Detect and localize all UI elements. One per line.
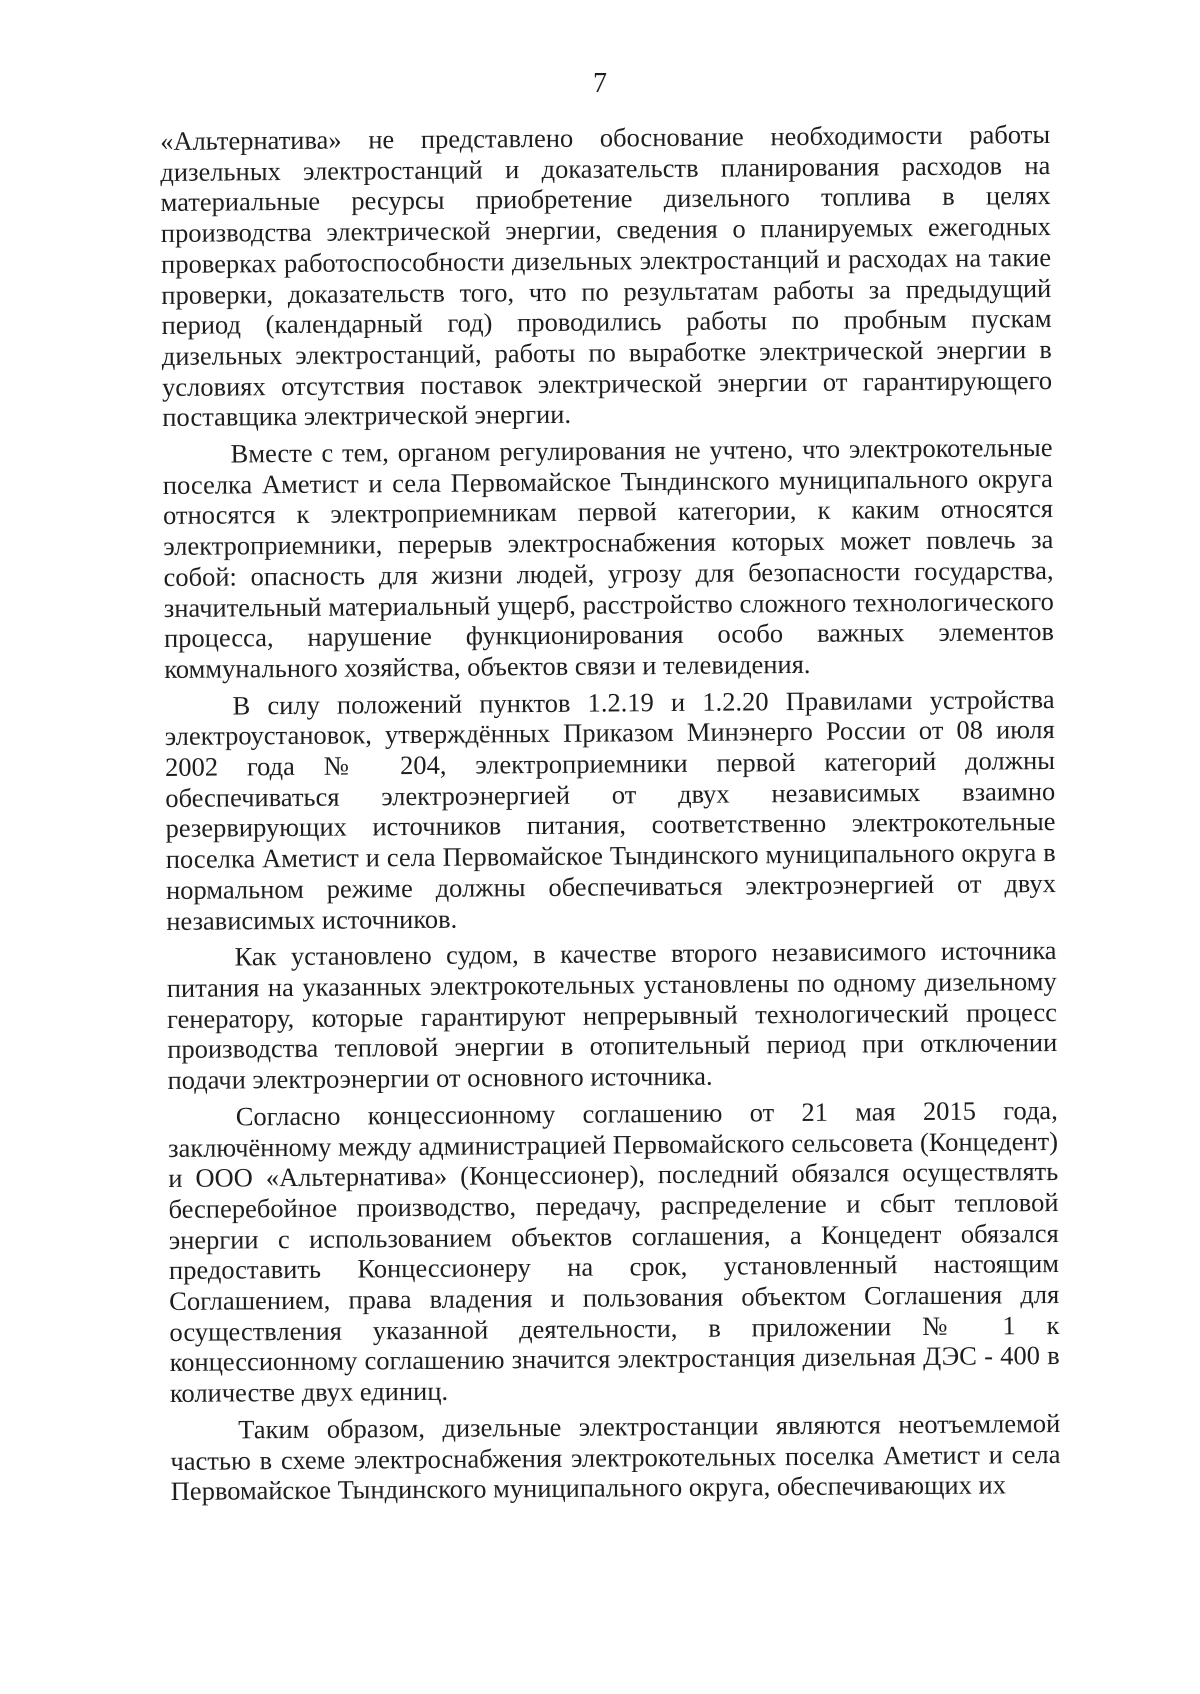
paragraph-justification-missing: «Альтернатива» не представлено обоснование необходимости работы дизельных электростанций и доказательств планирования расходов на материальные ресурсы приобретение дизельного топлива в целях производства электрической энергии, сведения о планируемых ежегодных проверках работоспособности дизельных электростанций и расходах на такие проверки, доказательств того, что по результатам работы за предыдущий период (календарный год) проводились работы по пробным пускам дизельных электростанций, работы по выработке электрической энергии в условиях отсутствия поставок электрической энергии от гарантирующего поставщика электрической энергии. <box>160 119 1053 433</box>
paragraph-court-findings: Как установлено судом, в качестве второго независимого источника питания на указанных электрокотельных установлены по одному дизельному генератору, которые гарантируют непрерывный технологический процесс производства тепловой энергии в отопительный период при отключении подачи электроэнергии от основного источника. <box>166 935 1058 1096</box>
document-body <box>160 119 1061 1513</box>
paragraph-conclusion: Таким образом, дизельные электростанции являются неотъемлемой частью в схеме электроснабжения электрокотельных поселка Аметист и села Первомайское Тындинского муниципального округа, обеспечивающих их <box>170 1407 1061 1507</box>
paragraph-installation-rules: В силу положений пунктов 1.2.19 и 1.2.20 Правилами устройства электроустановок, утверждённых Приказом Минэнерго России от 08 июля 2002 года № 204, электроприемники первой категорий должны обеспечиваться электроэнергией от двух независимых взаимно резервирующих источников питания, соответственно электрокотельные поселка Аметист и села Первомайское Тындинского муниципального округа в нормальном режиме должны обеспечиваться электроэнергией от двух независимых источников. <box>164 683 1057 936</box>
paragraph-first-category-receivers: Вместе с тем, органом регулирования не учтено, что электрокотельные поселка Аметист и села Первомайское Тындинского муниципального округа относятся к электроприемникам первой категории, к каким относятся электроприемники, перерыв электроснабжения которых может повлечь за собой: опасность для жизни людей, угрозу для безопасности государства, значительный материальный ущерб, расстройство сложного технологического процесса, нарушение функционирования особо важных элементов коммунального хозяйства, объектов связи и телевидения. <box>162 432 1055 684</box>
page-number: 7 <box>593 68 607 99</box>
paragraph-concession-agreement: Согласно концессионному соглашению от 21 мая 2015 года, заключённому между администрацией Первомайского сельсовета (Концедент) и ООО «Альтернатива» (Концессионер), последний обязался осуществлять бесперебойное производство, передачу, распределение и сбыт тепловой энергии с использованием объектов соглашения, а Концедент обязался предоставить Концессионеру на срок, установленный настоящим Соглашением, права владения и пользования объектом Соглашения для осуществления указанной деятельности, в приложении № 1 к концессионному соглашению значится электростанция дизельная ДЭС - 400 в количестве двух единиц. <box>167 1094 1060 1409</box>
